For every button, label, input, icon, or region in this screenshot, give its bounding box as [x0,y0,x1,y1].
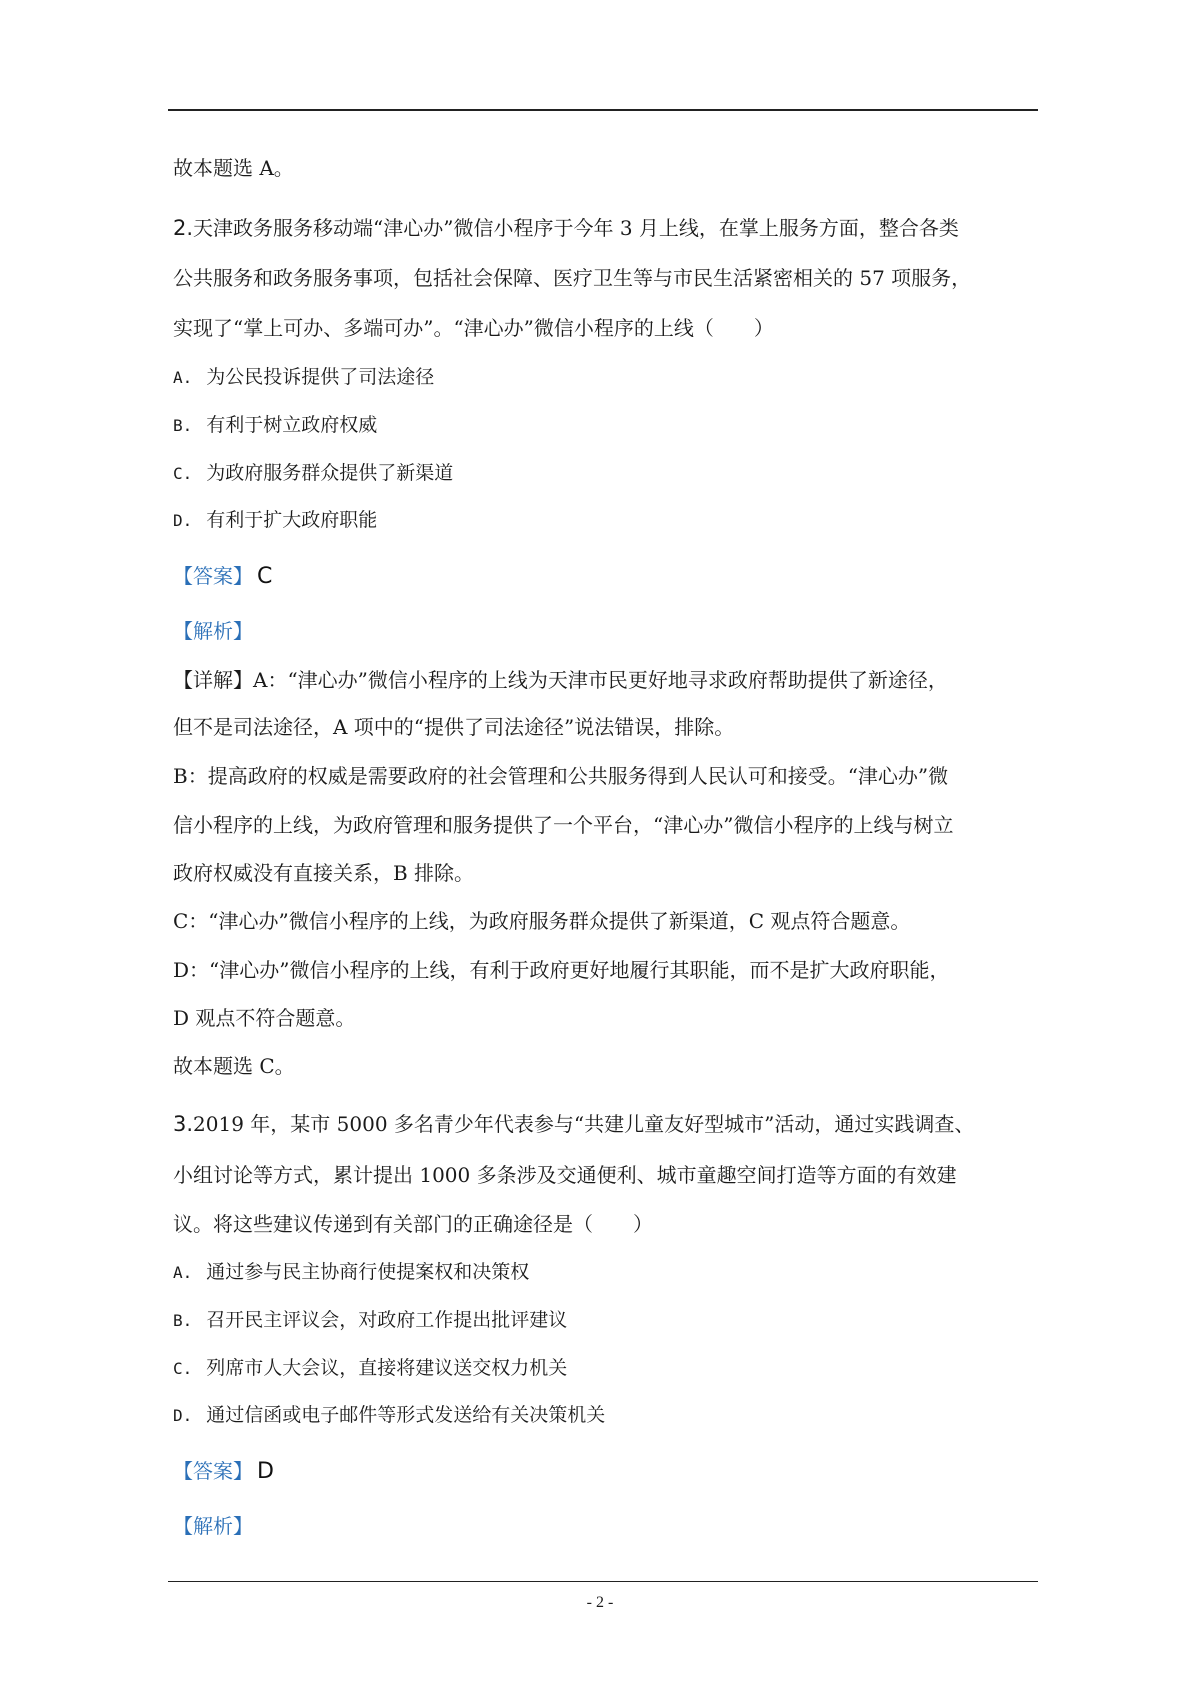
q2-detail-line: 【详解】A：“津心办”微信小程序的上线为天津市民更好地寻求政府帮助提供了新途径， [173,668,948,692]
q3-answer-value: D [257,1459,274,1484]
q3-analysis-tag: 【解析】 [173,1514,253,1538]
q2-answer-value: C [257,564,273,589]
q2-detail-line: 政府权威没有直接关系，B 排除。 [173,861,475,885]
q3-option-b: B. 召开民主评议会，对政府工作提出批评建议 [173,1309,568,1331]
q3-option-a: A. 通过参与民主协商行使提案权和决策权 [173,1261,530,1283]
prev-conclusion: 故本题选 A。 [173,156,294,180]
q2-detail-line: D 观点不符合题意。 [173,1006,356,1030]
header-rule [168,109,1038,111]
q3-number: 3. [173,1112,194,1136]
q2-option-a: A. 为公民投诉提供了司法途径 [173,366,435,388]
q3-stem-line: 3.2019 年，某市 5000 多名青少年代表参与“共建儿童友好型城市”活动，通过实践调查、 [173,1112,975,1136]
q2-stem-line: 公共服务和政务服务事项，包括社会保障、医疗卫生等与市民生活紧密相关的 57 项服务， [173,266,972,290]
q3-answer: 【答案】 D [173,1459,274,1484]
q3-stem-line: 小组讨论等方式，累计提出 1000 多条涉及交通便利、城市童趣空间打造等方面的有效建 [173,1163,957,1187]
q2-detail-line: C：“津心办”微信小程序的上线，为政府服务群众提供了新渠道，C 观点符合题意。 [173,909,911,933]
q3-option-d: D. 通过信函或电子邮件等形式发送给有关决策机关 [173,1404,606,1426]
footer-rule [168,1581,1038,1582]
q2-detail-line: 信小程序的上线，为政府管理和服务提供了一个平台，“津心办”微信小程序的上线与树立 [173,813,954,837]
q2-stem-line: 2.天津政务服务移动端“津心办”微信小程序于今年 3 月上线，在掌上服务方面，整合各类 [173,216,959,240]
q3-option-c: C. 列席市人大会议，直接将建议送交权力机关 [173,1357,568,1379]
q2-detail-line: B：提高政府的权威是需要政府的社会管理和公共服务得到人民认可和接受。“津心办”微 [173,764,949,788]
q2-option-b: B. 有利于树立政府权威 [173,414,378,436]
q2-answer: 【答案】 C [173,564,273,589]
q2-detail-line: D：“津心办”微信小程序的上线，有利于政府更好地履行其职能，而不是扩大政府职能， [173,958,950,982]
q3-stem-line: 议。将这些建议传递到有关部门的正确途径是（ ） [173,1212,653,1236]
q2-detail-line: 但不是司法途径，A 项中的“提供了司法途径”说法错误，排除。 [173,715,735,739]
q2-stem-line: 实现了“掌上可办、多端可办”。“津心办”微信小程序的上线（ ） [173,316,774,340]
page-number: - 2 - [586,1594,614,1611]
q2-analysis-tag: 【解析】 [173,619,253,643]
q2-option-c: C. 为政府服务群众提供了新渠道 [173,462,454,484]
q2-number: 2. [173,216,194,240]
q2-conclusion: 故本题选 C。 [173,1054,295,1078]
q2-option-d: D. 有利于扩大政府职能 [173,509,378,531]
